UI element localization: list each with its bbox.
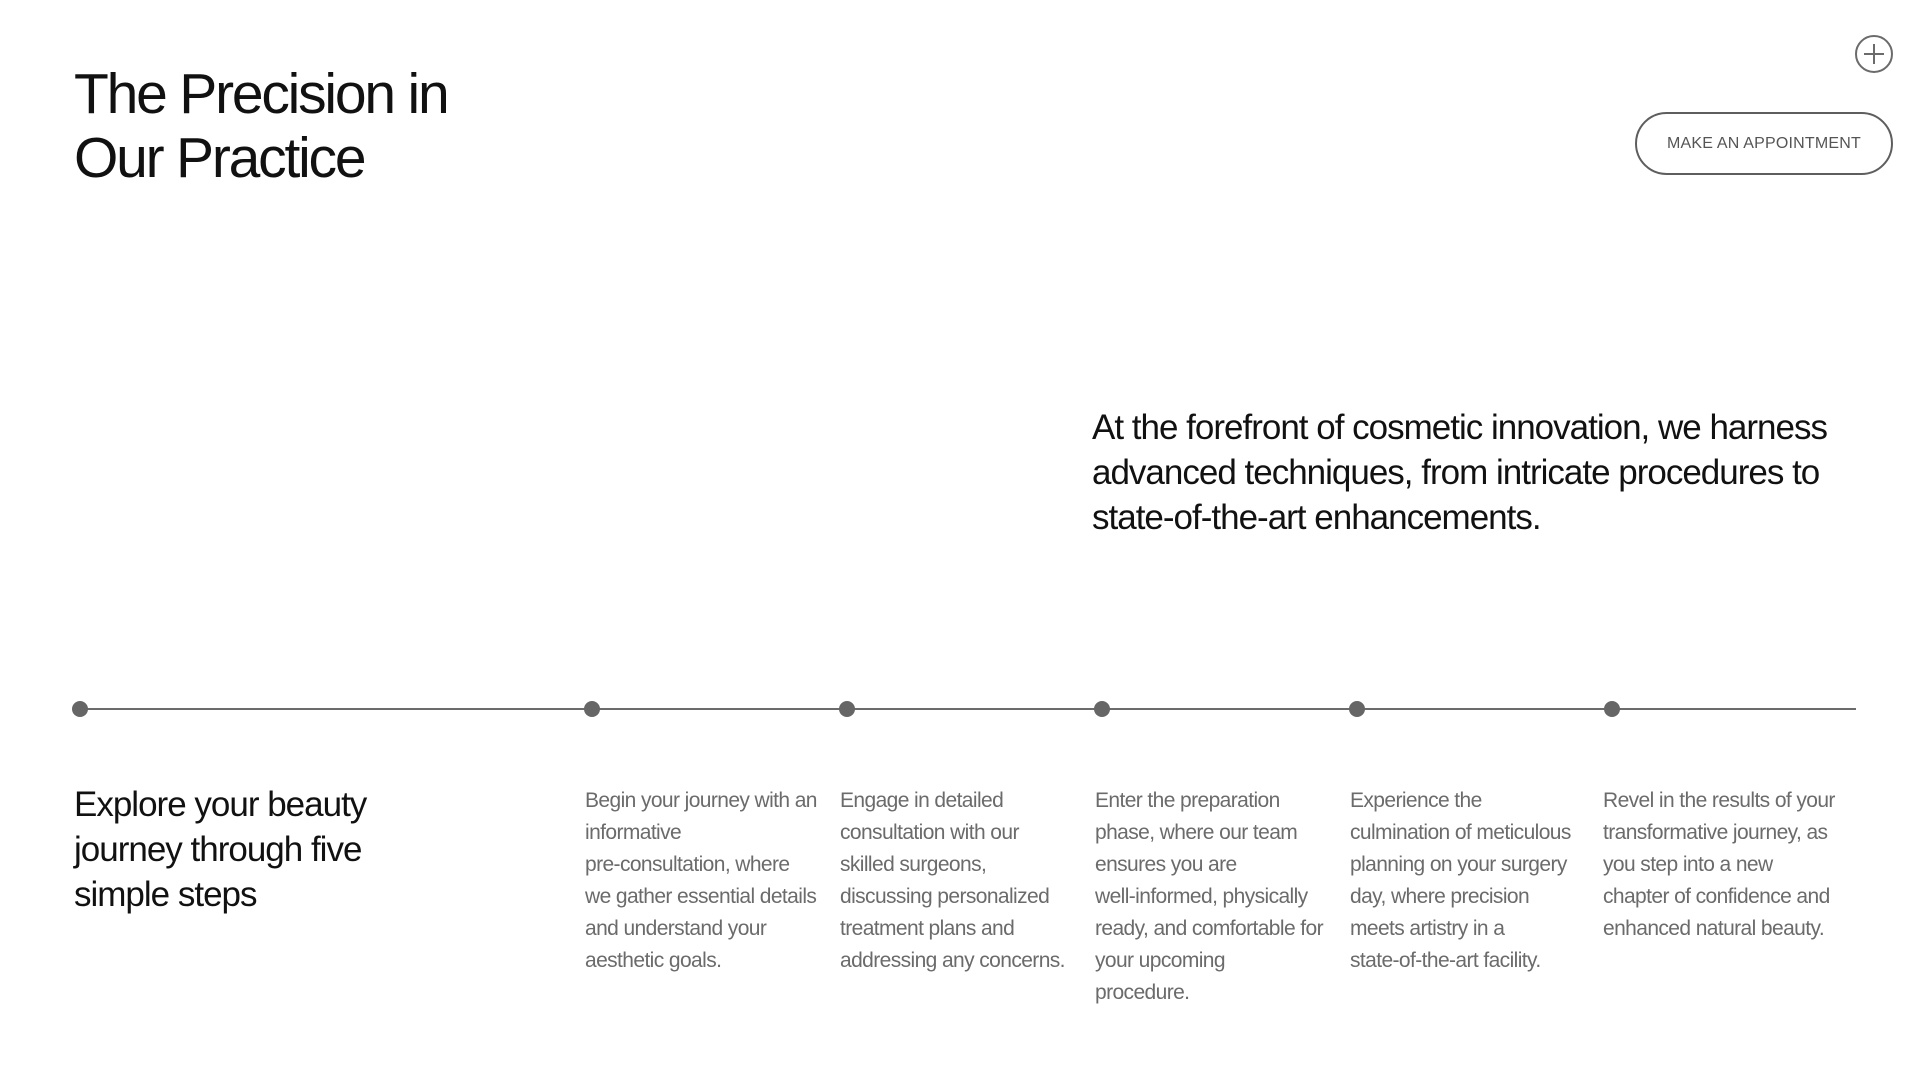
step-1-line: aesthetic goals.: [585, 949, 722, 972]
step-4-line: meets artistry in a: [1350, 917, 1505, 940]
step-2-line: addressing any concerns.: [840, 949, 1065, 972]
step-4-description: [1350, 785, 1598, 977]
steps-heading-line-1: Explore your beauty: [74, 785, 367, 824]
timeline-line: [80, 708, 1856, 710]
step-1-line: informative: [585, 821, 682, 844]
step-1-line: we gather essential details: [585, 885, 817, 908]
step-2-line: treatment plans and: [840, 917, 1015, 940]
step-3-line: well-informed, physically: [1095, 885, 1308, 908]
step-2-line: skilled surgeons,: [840, 853, 987, 876]
step-5-line: transformative journey, as: [1603, 821, 1828, 844]
steps-heading-line-2: journey through five: [74, 830, 362, 869]
timeline-dot-step-3: [1094, 701, 1110, 717]
make-appointment-button[interactable]: MAKE AN APPOINTMENT: [1635, 112, 1893, 175]
journey-timeline: [0, 700, 1920, 718]
step-5-description: [1603, 785, 1851, 945]
step-2-line: discussing personalized: [840, 885, 1050, 908]
intro-line-1: At the forefront of cosmetic innovation, we harness: [1092, 408, 1827, 447]
step-4-line: Experience the: [1350, 789, 1482, 812]
step-3-description: [1095, 785, 1343, 1009]
page-title: [74, 62, 448, 190]
step-2-line: Engage in detailed: [840, 789, 1004, 812]
page-title-line-1: The Precision in: [74, 62, 448, 126]
timeline-dot-step-4: [1349, 701, 1365, 717]
step-3-line: your upcoming: [1095, 949, 1225, 972]
step-5-line: Revel in the results of your: [1603, 789, 1835, 812]
page-title-line-2: Our Practice: [74, 126, 365, 190]
intro-text: [1092, 405, 1892, 540]
timeline-dot-step-2: [839, 701, 855, 717]
step-1-line: pre-consultation, where: [585, 853, 790, 876]
steps-heading: [74, 782, 366, 917]
step-3-line: ensures you are: [1095, 853, 1237, 876]
step-2-line: consultation with our: [840, 821, 1019, 844]
step-3-line: ready, and comfortable for: [1095, 917, 1323, 940]
step-3-line: phase, where our team: [1095, 821, 1298, 844]
intro-line-3: state-of-the-art enhancements.: [1092, 498, 1541, 537]
step-4-line: state-of-the-art facility.: [1350, 949, 1541, 972]
step-4-line: day, where precision: [1350, 885, 1530, 908]
timeline-dot-start: [72, 701, 88, 717]
timeline-dot-step-5: [1604, 701, 1620, 717]
intro-line-2: advanced techniques, from intricate procedures to: [1092, 453, 1820, 492]
step-4-line: culmination of meticulous: [1350, 821, 1571, 844]
step-4-line: planning on your surgery: [1350, 853, 1567, 876]
step-5-line: enhanced natural beauty.: [1603, 917, 1825, 940]
steps-heading-line-3: simple steps: [74, 875, 257, 914]
step-2-description: [840, 785, 1088, 977]
step-1-description: [585, 785, 833, 977]
step-5-line: you step into a new: [1603, 853, 1773, 876]
step-3-line: Enter the preparation: [1095, 789, 1280, 812]
timeline-dot-step-1: [584, 701, 600, 717]
step-1-line: Begin your journey with an: [585, 789, 817, 812]
step-3-line: procedure.: [1095, 981, 1190, 1004]
step-5-line: chapter of confidence and: [1603, 885, 1830, 908]
plus-circle-icon[interactable]: [1855, 35, 1893, 73]
step-1-line: and understand your: [585, 917, 767, 940]
